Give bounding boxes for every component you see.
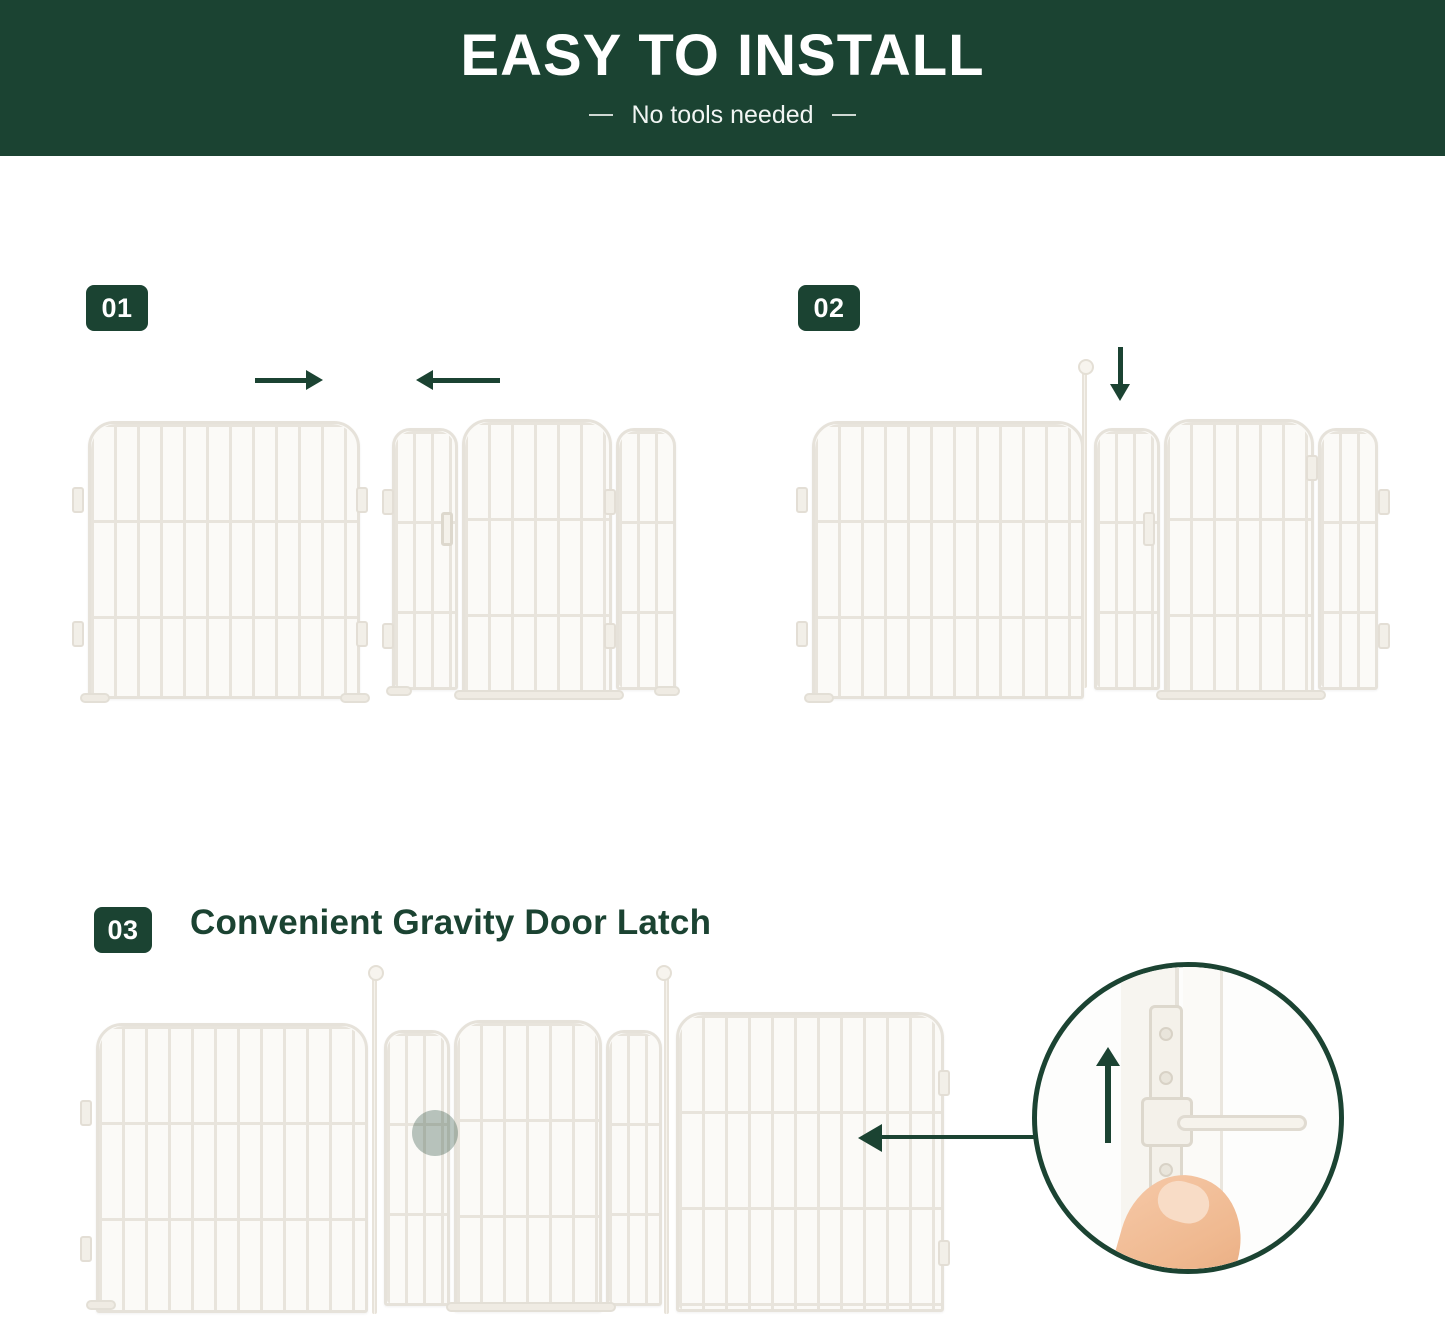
latch-bar [1177,1115,1307,1131]
panel-hinge [72,621,84,647]
page-subtitle: No tools needed [631,100,814,129]
fence-panel [676,1012,944,1312]
panel-foot [340,693,370,703]
gate-latch [1143,512,1155,546]
callout-leader-line [868,1135,1036,1139]
panel-hinge [80,1100,92,1126]
fence-panel [812,421,1084,699]
step-3-title: Convenient Gravity Door Latch [190,903,712,942]
fence-panel-narrow [1318,428,1378,690]
panel-hinge [382,623,394,649]
gate-bottom-rail [446,1302,616,1312]
wire-grid [1321,431,1375,687]
latch-screw-icon [1159,1071,1173,1085]
rod-knob-icon [368,965,384,981]
fence-panel [96,1023,368,1313]
fence-panel-narrow [616,428,676,690]
gate-bottom-rail [454,690,624,700]
panel-hinge [382,489,394,515]
panel-hinge [796,487,808,513]
gate-bottom-rail [1156,690,1326,700]
wire-grid [619,431,673,687]
fence-panel [88,421,360,699]
wire-grid [91,424,357,696]
wire-grid [1097,431,1157,687]
fence-gate-panel [462,419,612,698]
dash-icon-left [589,114,613,116]
wire-grid [1167,422,1311,695]
fence-panel-narrow [606,1030,662,1306]
fence-gate-panel [1164,419,1314,698]
arrow-right-icon [255,378,307,383]
panel-foot [654,686,680,696]
arrow-up-icon [1105,1065,1111,1143]
panel-hinge [72,487,84,513]
fence-panel-narrow [1094,428,1160,690]
wire-grid [815,424,1081,696]
latch-callout [1032,962,1344,1274]
panel-hinge [938,1070,950,1096]
panel-foot [80,693,110,703]
panel-foot [804,693,834,703]
connector-rod [372,978,377,1314]
latch-screw-icon [1159,1163,1173,1177]
panel-hinge [938,1240,950,1266]
arrow-left-icon [432,378,500,383]
dash-icon-right [832,114,856,116]
panel-hinge [356,621,368,647]
panel-foot [386,686,412,696]
subtitle-row [589,101,855,130]
panel-hinge [604,489,616,515]
wire-grid [609,1033,659,1303]
connector-rod [664,978,669,1314]
rod-knob-icon [1078,359,1094,375]
panel-hinge [1378,489,1390,515]
rod-knob-icon [656,965,672,981]
fingernail [1153,1176,1214,1229]
wire-grid [387,1033,447,1303]
step-badge-03: 03 [94,907,152,953]
wire-grid [457,1023,599,1309]
callout-leader-arrow [858,1124,882,1152]
wire-grid [465,422,609,695]
latch-highlight-dot [412,1110,458,1156]
panel-hinge [604,623,616,649]
connector-rod [1082,370,1087,688]
fence-panel-narrow [392,428,458,690]
wire-grid [679,1015,941,1309]
wire-grid [99,1026,365,1310]
wire-grid [395,431,455,687]
page-title: EASY TO INSTALL [460,23,985,89]
latch-screw-icon [1159,1027,1173,1041]
header-banner [0,0,1445,156]
step-badge-01: 01 [86,285,148,331]
panel-hinge [796,621,808,647]
panel-hinge [80,1236,92,1262]
fence-gate-panel [454,1020,602,1312]
panel-hinge [356,487,368,513]
arrow-down-icon [1118,347,1123,385]
gate-latch [441,512,453,546]
panel-foot [86,1300,116,1310]
fence-panel-narrow [384,1030,450,1306]
panel-hinge [1306,455,1318,481]
step-badge-02: 02 [798,285,860,331]
panel-hinge [1378,623,1390,649]
